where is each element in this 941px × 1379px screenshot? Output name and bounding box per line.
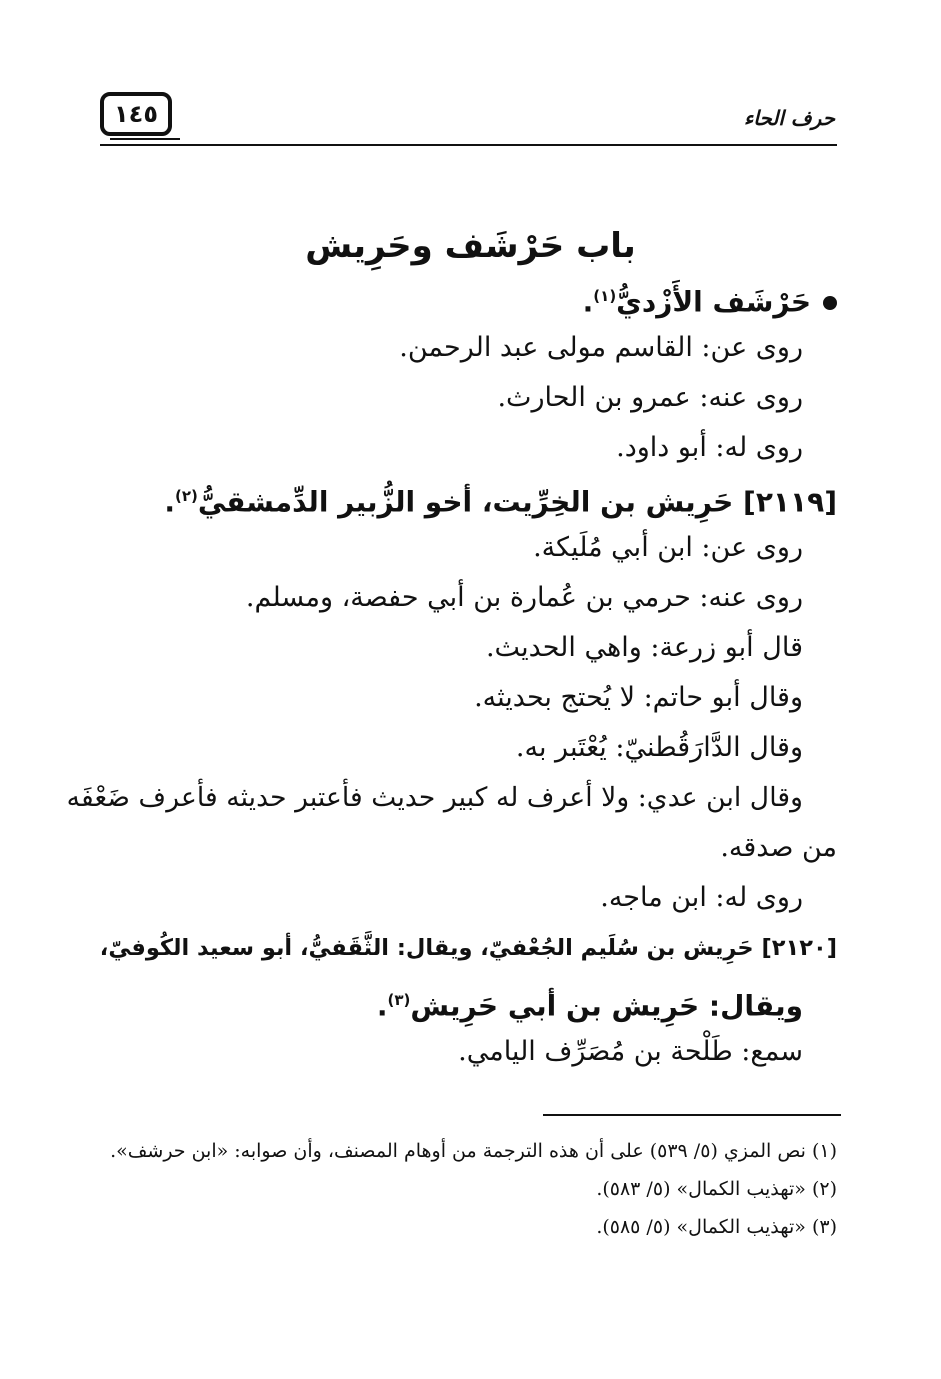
entry-line: وقال أبو حاتم: لا يُحتج بحديثه.	[474, 682, 803, 713]
entry-line: روى عن: ابن أبي مُلَيكة.	[533, 532, 803, 563]
footnote-ref: (١)	[593, 287, 617, 305]
footnote-ref: (٢)	[174, 487, 198, 505]
bullet-icon	[823, 296, 837, 310]
entry-heading-continued: ويقال: حَرِيش بن أبي حَرِيش$^{(٣)}$.	[376, 989, 803, 1023]
entry-heading: [٢١٢٠] حَرِيش بن سُلَيم الجُعْفيّ، ويقال: الثَّقَفيُّ، أبو سعيد الكُوفيّ،	[99, 935, 837, 961]
entry-line: روى له: أبو داود.	[616, 432, 803, 463]
footnote: (٢) «تهذيب الكمال» (٥/ ٥٨٣).	[596, 1178, 837, 1200]
entry-line: قال أبو زرعة: واهي الحديث.	[485, 632, 803, 663]
entry-line: روى عنه: عمرو بن الحارث.	[497, 382, 803, 413]
footnote-ref: (٣)	[387, 991, 411, 1009]
entry-line: وقال الدَّارَقُطنيّ: يُعْتَبر به.	[515, 732, 803, 763]
entry-line: روى له: ابن ماجه.	[600, 882, 803, 913]
footnote: (١) نص المزي (٥/ ٥٣٩) على أن هذه الترجمة من أوهام المصنف، وأن صوابه: «ابن حرشف».	[110, 1140, 837, 1162]
entry-line: من صدقه.	[720, 832, 837, 863]
header-rule	[100, 144, 837, 146]
page-number: ١٤٥	[114, 100, 158, 128]
entry-heading: [٢١١٩] حَرِيش بن الخِرِّيت، أخو الزُّبير الدِّمشقيُّ$^{(٢)}$.	[164, 485, 837, 519]
page-number-box	[100, 92, 172, 136]
entry-line: وقال ابن عدي: ولا أعرف له كبير حديث فأعتبر حديثه فأعرف ضَعْفَه	[66, 782, 803, 813]
footnote: (٣) «تهذيب الكمال» (٥/ ٥٨٥).	[596, 1216, 837, 1238]
footnote-rule	[543, 1114, 841, 1116]
chapter-title: باب حَرْشَف وحَرِيش	[305, 226, 636, 266]
entry-line: روى عنه: حرمي بن عُمارة بن أبي حفصة، ومسلم.	[245, 582, 803, 613]
entry-line: روى عن: القاسم مولى عبد الرحمن.	[399, 332, 803, 363]
entry-heading: حَرْشَف الأَزْديُّ$^{(١)}$.	[583, 276, 837, 322]
entry-line: سمع: طَلْحة بن مُصَرِّف اليامي.	[458, 1036, 803, 1067]
running-head: حرف الحاء	[743, 106, 835, 130]
